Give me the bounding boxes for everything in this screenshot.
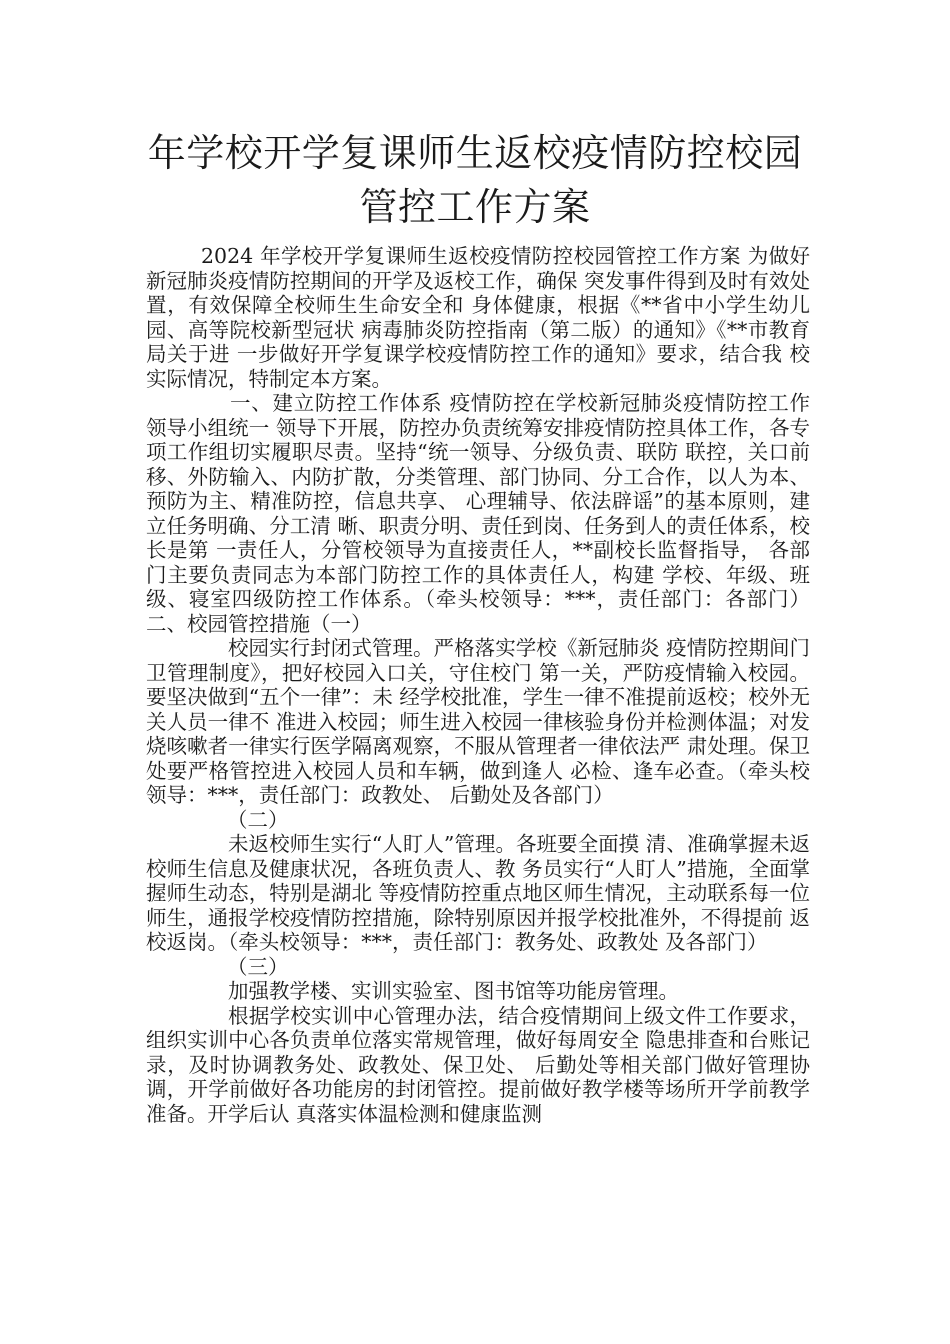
person-tracking-paragraph: 未返校师生实行“人盯人”管理。各班要全面摸 清、准确掌握未返校师生信息及健康状况，各班负责人、教 务员实行“人盯人”措施，全面掌握师生动态，特别是湖北 等疫情防控重点地区师生情况，主动联系每一位师生，通报学校疫情防控措施，除特别原因并报学校批准外，不得提前 返校返岗。（牵头校领导：***，责任部门：教务处、政教处 及各部门） bbox=[146, 832, 810, 954]
item-number-three: （三） bbox=[227, 954, 289, 979]
item-number-two: （二） bbox=[227, 807, 289, 832]
intro-paragraph: 2024 年学校开学复课师生返校疫情防控校园管控工作方案 为做好新冠肺炎疫情防控期间的开学及返校工作，确保 突发事件得到及时有效处置，有效保障全校师生生命安全和 身体健康，根据《**省中小学生幼儿园、高等院校新型冠状 病毒肺炎防控指南（第二版）的通知》《**市教育局关于进 一步做好开学复课学校疫情防控工作的通知》要求，结合我 校实际情况，特制定本方案。 bbox=[146, 244, 810, 391]
campus-closure-paragraph: 校园实行封闭式管理。严格落实学校《新冠肺炎 疫情防控期间门卫管理制度》，把好校园入口关，守住校门 第一关，严防疫情输入校园。要坚决做到“五个一律”：未 经学校批准，学生一律不准提前返校；校外无关人员一律不 准进入校园；师生进入校园一律核验身份并检测体温；对发 烧咳嗽者一律实行医学隔离观察，不服从管理者一律依法严 肃处理。保卫处要严格管控进入校园人员和车辆，做到逢人 必检、逢车必查。（牵头校领导：***，责任部门：政教处、 后勤处及各部门） bbox=[146, 636, 810, 807]
document-title: 年学校开学复课师生返校疫情防控校园管控工作方案 bbox=[147, 131, 803, 229]
section-one-paragraph: 一、建立防控工作体系 疫情防控在学校新冠肺炎疫情防控工作领导小组统一 领导下开展，防控办负责统筹安排疫情防控具体工作，各专 项工作组切实履职尽责。坚持“统一领导、分级负责、联防 联控，关口前移、外防输入、内防扩散，分类管理、部门协同、分工合作，以人为本、预防为主、精准防控，信息共享、 心理辅导、依法辟谣”的基本原则，建立任务明确、分工清 晰、职责分明、责任到岗、任务到人的责任体系，校长是第 一责任人，分管校领导为直接责任人，**副校长监督指导， 各部门主要负责同志为本部门防控工作的具体责任人，构建 学校、年级、班级、寝室四级防控工作体系。（牵头校领导：***，责任部门：各部门） 二、校园管控措施（一） bbox=[146, 391, 810, 636]
document-body bbox=[146, 244, 810, 1126]
training-center-paragraph: 根据学校实训中心管理办法，结合疫情期间上级文件工作要求，组织实训中心各负责单位落实常规管理，做好每周安全 隐患排查和台账记录，及时协调教务处、政教处、保卫处、 后勤处等相关部门做好管理协调，开学前做好各功能房的封闭管控。提前做好教学楼等场所开学前教学准备。开学后认 真落实体温检测和健康监测 bbox=[146, 1003, 810, 1126]
function-room-heading: 加强教学楼、实训实验室、图书馆等功能房管理。 bbox=[228, 979, 679, 1003]
